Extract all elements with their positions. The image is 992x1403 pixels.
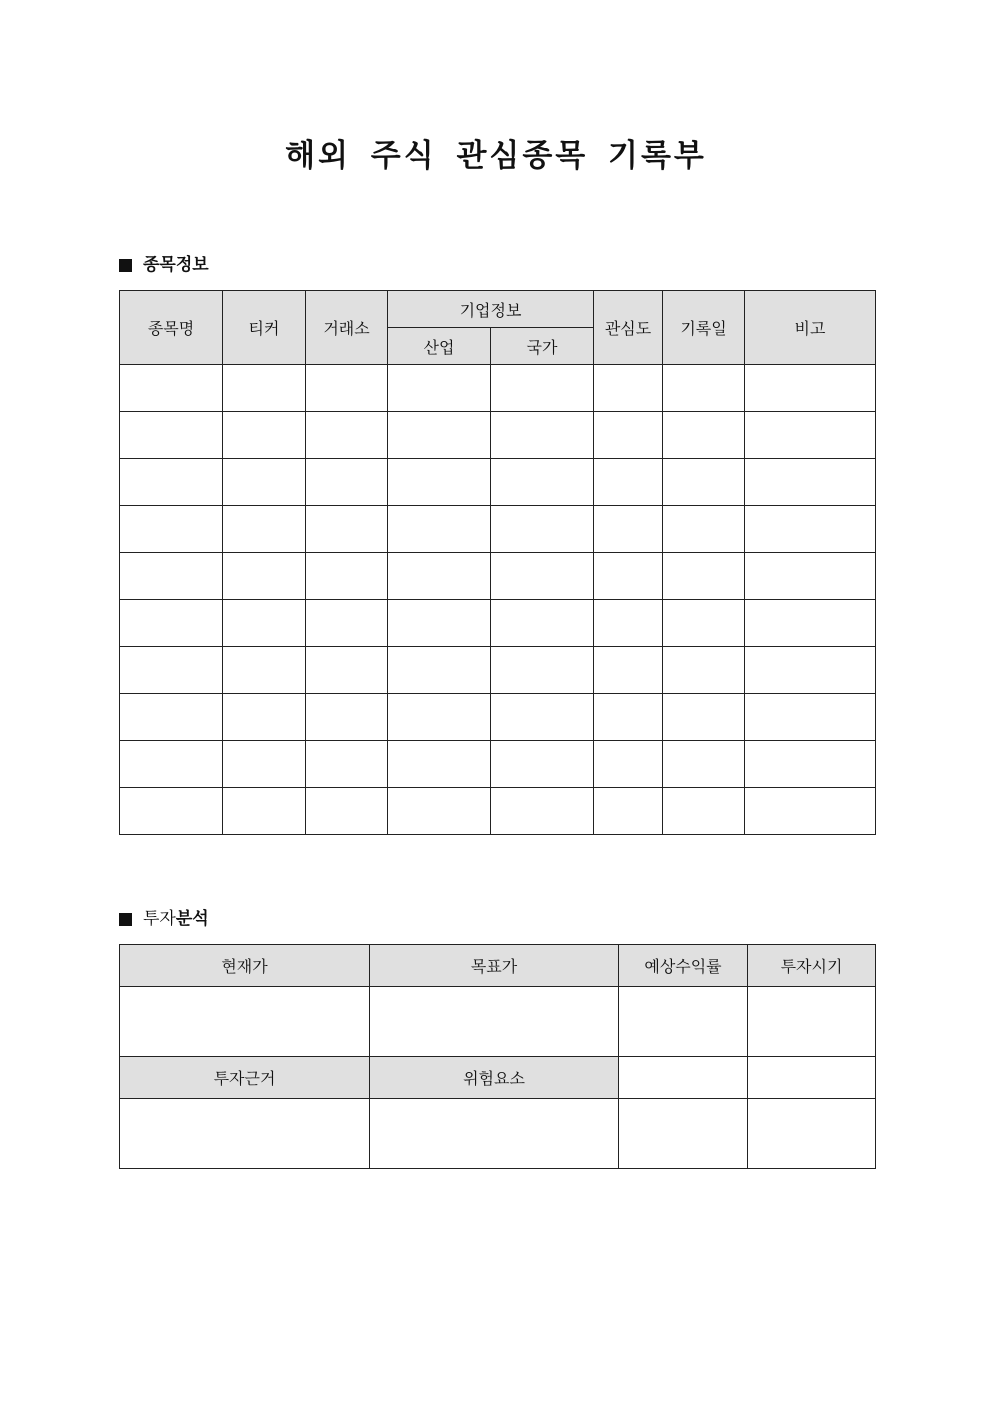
cell-industry[interactable] xyxy=(388,788,491,835)
cell-exchange[interactable] xyxy=(306,741,388,788)
cell-ticker[interactable] xyxy=(223,553,306,600)
cell-interest[interactable] xyxy=(594,365,663,412)
cell-name[interactable] xyxy=(120,553,223,600)
cell-interest[interactable] xyxy=(594,788,663,835)
cell-record-date[interactable] xyxy=(663,600,745,647)
table-row xyxy=(120,600,876,647)
cell-industry[interactable] xyxy=(388,600,491,647)
value-risk-factors[interactable] xyxy=(370,1099,619,1169)
cell-industry[interactable] xyxy=(388,365,491,412)
cell-name[interactable] xyxy=(120,741,223,788)
label-investment-timing: 투자시기 xyxy=(748,945,876,987)
cell-country[interactable] xyxy=(491,412,594,459)
cell-name[interactable] xyxy=(120,412,223,459)
cell-name[interactable] xyxy=(120,365,223,412)
cell-exchange[interactable] xyxy=(306,553,388,600)
cell-ticker[interactable] xyxy=(223,412,306,459)
value-investment-rationale[interactable] xyxy=(120,1099,370,1169)
cell-note[interactable] xyxy=(745,788,876,835)
cell-record-date[interactable] xyxy=(663,459,745,506)
cell-note[interactable] xyxy=(745,694,876,741)
cell-country[interactable] xyxy=(491,788,594,835)
header-country: 국가 xyxy=(491,328,594,365)
value-investment-timing[interactable] xyxy=(748,987,876,1057)
cell-country[interactable] xyxy=(491,694,594,741)
document-title: 해외 주식 관심종목 기록부 xyxy=(285,138,707,174)
cell-note[interactable] xyxy=(745,600,876,647)
cell-note[interactable] xyxy=(745,412,876,459)
cell-industry[interactable] xyxy=(388,412,491,459)
cell-ticker[interactable] xyxy=(223,647,306,694)
cell-name[interactable] xyxy=(120,506,223,553)
table-row xyxy=(120,412,876,459)
label-investment-rationale: 투자근거 xyxy=(120,1057,370,1099)
cell-interest[interactable] xyxy=(594,412,663,459)
header-exchange: 거래소 xyxy=(306,291,388,365)
table-row xyxy=(120,459,876,506)
cell-exchange[interactable] xyxy=(306,365,388,412)
cell-interest[interactable] xyxy=(594,647,663,694)
cell-ticker[interactable] xyxy=(223,600,306,647)
investment-analysis-table xyxy=(119,944,876,1169)
table-row xyxy=(120,365,876,412)
cell-ticker[interactable] xyxy=(223,459,306,506)
section-heading-bold: 분석 xyxy=(175,909,209,929)
cell-note[interactable] xyxy=(745,647,876,694)
cell-record-date[interactable] xyxy=(663,365,745,412)
table-row xyxy=(120,506,876,553)
cell-note[interactable] xyxy=(745,553,876,600)
value-expected-return[interactable] xyxy=(619,987,748,1057)
cell-industry[interactable] xyxy=(388,694,491,741)
header-industry: 산업 xyxy=(388,328,491,365)
cell-country[interactable] xyxy=(491,365,594,412)
cell-note[interactable] xyxy=(745,506,876,553)
cell-note[interactable] xyxy=(745,741,876,788)
cell-interest[interactable] xyxy=(594,459,663,506)
cell-record-date[interactable] xyxy=(663,694,745,741)
cell-name[interactable] xyxy=(120,647,223,694)
cell-exchange[interactable] xyxy=(306,694,388,741)
cell-country[interactable] xyxy=(491,506,594,553)
cell-exchange[interactable] xyxy=(306,788,388,835)
cell-record-date[interactable] xyxy=(663,741,745,788)
table-row xyxy=(120,788,876,835)
square-bullet-icon xyxy=(119,913,132,926)
value-cell-extra-2[interactable] xyxy=(748,1057,876,1099)
header-company-info: 기업정보 xyxy=(388,291,594,328)
value-cell-extra-1[interactable] xyxy=(619,1057,748,1099)
value-cell-extra-3[interactable] xyxy=(619,1099,748,1169)
cell-ticker[interactable] xyxy=(223,365,306,412)
cell-ticker[interactable] xyxy=(223,694,306,741)
cell-country[interactable] xyxy=(491,647,594,694)
cell-name[interactable] xyxy=(120,459,223,506)
cell-name[interactable] xyxy=(120,600,223,647)
cell-exchange[interactable] xyxy=(306,506,388,553)
cell-record-date[interactable] xyxy=(663,506,745,553)
section-heading-bold: 종목정보 xyxy=(143,255,209,275)
cell-record-date[interactable] xyxy=(663,647,745,694)
stock-info-table xyxy=(119,290,876,835)
cell-note[interactable] xyxy=(745,365,876,412)
stock-table-body xyxy=(120,365,876,835)
header-ticker: 티커 xyxy=(223,291,306,365)
cell-ticker[interactable] xyxy=(223,788,306,835)
cell-country[interactable] xyxy=(491,741,594,788)
cell-exchange[interactable] xyxy=(306,600,388,647)
label-target-price: 목표가 xyxy=(370,945,619,987)
cell-note[interactable] xyxy=(745,459,876,506)
label-current-price: 현재가 xyxy=(120,945,370,987)
cell-interest[interactable] xyxy=(594,600,663,647)
label-expected-return: 예상수익률 xyxy=(619,945,748,987)
cell-interest[interactable] xyxy=(594,553,663,600)
cell-ticker[interactable] xyxy=(223,741,306,788)
cell-industry[interactable] xyxy=(388,506,491,553)
cell-record-date[interactable] xyxy=(663,412,745,459)
section-heading-stock-info xyxy=(119,253,209,277)
cell-record-date[interactable] xyxy=(663,788,745,835)
cell-industry[interactable] xyxy=(388,647,491,694)
value-target-price[interactable] xyxy=(370,987,619,1057)
cell-interest[interactable] xyxy=(594,741,663,788)
cell-record-date[interactable] xyxy=(663,553,745,600)
cell-industry[interactable] xyxy=(388,553,491,600)
header-interest: 관심도 xyxy=(594,291,663,365)
header-note: 비고 xyxy=(745,291,876,365)
table-row xyxy=(120,647,876,694)
cell-country[interactable] xyxy=(491,459,594,506)
table-row xyxy=(120,553,876,600)
cell-name[interactable] xyxy=(120,694,223,741)
section-heading-analysis xyxy=(119,907,209,931)
cell-industry[interactable] xyxy=(388,459,491,506)
cell-ticker[interactable] xyxy=(223,506,306,553)
cell-industry[interactable] xyxy=(388,741,491,788)
cell-interest[interactable] xyxy=(594,694,663,741)
cell-country[interactable] xyxy=(491,553,594,600)
cell-exchange[interactable] xyxy=(306,647,388,694)
header-record-date: 기록일 xyxy=(663,291,745,365)
label-risk-factors: 위험요소 xyxy=(370,1057,619,1099)
cell-exchange[interactable] xyxy=(306,459,388,506)
cell-country[interactable] xyxy=(491,600,594,647)
cell-interest[interactable] xyxy=(594,506,663,553)
table-row xyxy=(120,741,876,788)
cell-exchange[interactable] xyxy=(306,412,388,459)
value-cell-extra-4[interactable] xyxy=(748,1099,876,1169)
cell-name[interactable] xyxy=(120,788,223,835)
square-bullet-icon xyxy=(119,259,132,272)
value-current-price[interactable] xyxy=(120,987,370,1057)
header-stock-name: 종목명 xyxy=(120,291,223,365)
section-heading-normal: 투자 xyxy=(143,909,176,929)
table-row xyxy=(120,694,876,741)
